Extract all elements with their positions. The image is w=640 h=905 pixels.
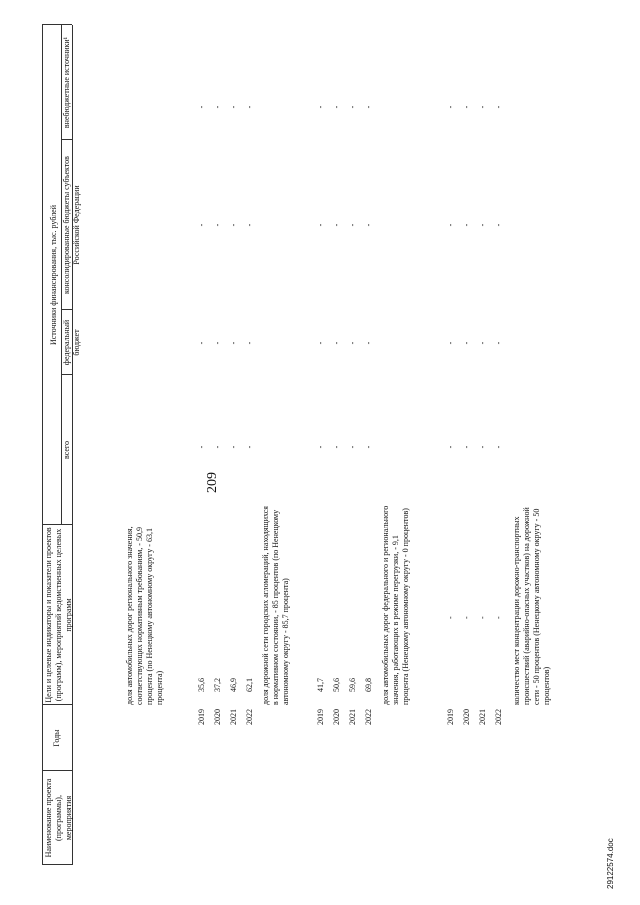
value-cell: 69,8 bbox=[364, 678, 373, 692]
table-top-border bbox=[42, 25, 43, 865]
value-cell: 50,6 bbox=[332, 678, 341, 692]
dash-regional: - bbox=[462, 223, 471, 227]
grid-line bbox=[61, 309, 72, 310]
dash-total: - bbox=[332, 445, 341, 449]
dash-regional: - bbox=[316, 223, 325, 227]
dash-federal: - bbox=[229, 341, 238, 345]
dash-total: - bbox=[213, 445, 222, 449]
dash-regional: - bbox=[446, 223, 455, 227]
dash-offbudget: - bbox=[316, 105, 325, 109]
year-cell: 2020 bbox=[462, 709, 471, 725]
dash-federal: - bbox=[316, 341, 325, 345]
dash-regional: - bbox=[364, 223, 373, 227]
dash-total: - bbox=[462, 445, 471, 449]
value-cell: 59,6 bbox=[348, 678, 357, 692]
year-cell: 2019 bbox=[446, 709, 455, 725]
value-cell: 41,7 bbox=[316, 678, 325, 692]
dash-regional: - bbox=[213, 223, 222, 227]
grid-line bbox=[42, 770, 72, 771]
dash-total: - bbox=[348, 445, 357, 449]
dash-offbudget: - bbox=[494, 105, 503, 109]
header-offbudget: внебюджетные источники¹ bbox=[62, 36, 71, 129]
grid-line bbox=[42, 24, 72, 25]
dash-total: - bbox=[364, 445, 373, 449]
year-cell: 2019 bbox=[197, 709, 206, 725]
value-cell: - bbox=[478, 616, 487, 619]
dash-federal: - bbox=[213, 341, 222, 345]
dash-offbudget: - bbox=[348, 105, 357, 109]
indicator-text: количество мест концентрации дорожно-транспортных происшествий (аварийно-опасных участков) на дорожной сети - 50 процентов (Ненецкому автономному округу - 50 процентов) bbox=[512, 507, 551, 705]
dash-federal: - bbox=[478, 341, 487, 345]
dash-offbudget: - bbox=[213, 105, 222, 109]
grid-line bbox=[42, 864, 72, 865]
dash-regional: - bbox=[332, 223, 341, 227]
page-number: 209 bbox=[205, 472, 220, 493]
value-cell: 35,6 bbox=[197, 678, 206, 692]
year-cell: 2019 bbox=[316, 709, 325, 725]
year-cell: 2020 bbox=[332, 709, 341, 725]
header-regional: консолидированные бюджеты субъектов Российской Федерации bbox=[62, 156, 81, 294]
dash-federal: - bbox=[332, 341, 341, 345]
grid-line bbox=[61, 139, 72, 140]
value-cell: 46,9 bbox=[229, 678, 238, 692]
dash-federal: - bbox=[245, 341, 254, 345]
dash-offbudget: - bbox=[446, 105, 455, 109]
dash-offbudget: - bbox=[332, 105, 341, 109]
dash-federal: - bbox=[494, 341, 503, 345]
indicator-text: доля дорожной сети городских агломераций, находящихся в нормативном состоянии, - 85 процентов (по Ненецкому автономному округу - 85,7 процента) bbox=[261, 506, 290, 705]
indicator-text: доля автомобильных дорог федерального и регионального значения, работающих в режиме перегрузки, - 9,1 процента (Ненецкому автономному округу - 0 процентов) bbox=[381, 505, 410, 705]
dash-total: - bbox=[245, 445, 254, 449]
grid-line bbox=[61, 374, 72, 375]
header-sources: Источники финансирования, тыс. рублей bbox=[49, 204, 58, 346]
dash-offbudget: - bbox=[245, 105, 254, 109]
dash-total: - bbox=[316, 445, 325, 449]
grid-line bbox=[42, 524, 72, 525]
year-cell: 2021 bbox=[478, 709, 487, 725]
header-indicators: Цели и целевые индикаторы и показатели проектов (программ), мероприятий ведомственных целевых программ bbox=[44, 527, 73, 703]
value-cell: - bbox=[494, 616, 503, 619]
year-cell: 2022 bbox=[364, 709, 373, 725]
value-cell: 37,2 bbox=[213, 678, 222, 692]
header-federal: федеральный бюджет bbox=[62, 319, 81, 366]
indicator-text: доля автомобильных дорог регионального значения, соответствующих нормативным требованиям, - 50,9 процента (по Ненецкому автономному округу - 63,1 процента) bbox=[125, 526, 164, 705]
dash-total: - bbox=[494, 445, 503, 449]
dash-offbudget: - bbox=[478, 105, 487, 109]
value-cell: - bbox=[446, 616, 455, 619]
dash-offbudget: - bbox=[197, 105, 206, 109]
doc-id: 29122574.doc bbox=[606, 838, 615, 889]
dash-offbudget: - bbox=[364, 105, 373, 109]
year-cell: 2022 bbox=[245, 709, 254, 725]
year-cell: 2021 bbox=[229, 709, 238, 725]
dash-federal: - bbox=[462, 341, 471, 345]
dash-total: - bbox=[478, 445, 487, 449]
dash-total: - bbox=[229, 445, 238, 449]
value-cell: - bbox=[462, 616, 471, 619]
dash-regional: - bbox=[478, 223, 487, 227]
grid-line bbox=[42, 704, 72, 705]
dash-offbudget: - bbox=[229, 105, 238, 109]
header-total: всего bbox=[62, 441, 71, 460]
dash-total: - bbox=[197, 445, 206, 449]
dash-regional: - bbox=[348, 223, 357, 227]
header-years: Годы bbox=[52, 729, 61, 747]
dash-offbudget: - bbox=[462, 105, 471, 109]
dash-regional: - bbox=[197, 223, 206, 227]
header-project: Наименование проекта (программы), мероприятия bbox=[44, 778, 73, 858]
dash-total: - bbox=[446, 445, 455, 449]
dash-regional: - bbox=[245, 223, 254, 227]
value-cell: 62,1 bbox=[245, 678, 254, 692]
dash-federal: - bbox=[197, 341, 206, 345]
dash-federal: - bbox=[348, 341, 357, 345]
dash-regional: - bbox=[229, 223, 238, 227]
year-cell: 2020 bbox=[213, 709, 222, 725]
year-cell: 2022 bbox=[494, 709, 503, 725]
dash-federal: - bbox=[364, 341, 373, 345]
year-cell: 2021 bbox=[348, 709, 357, 725]
dash-regional: - bbox=[494, 223, 503, 227]
dash-federal: - bbox=[446, 341, 455, 345]
